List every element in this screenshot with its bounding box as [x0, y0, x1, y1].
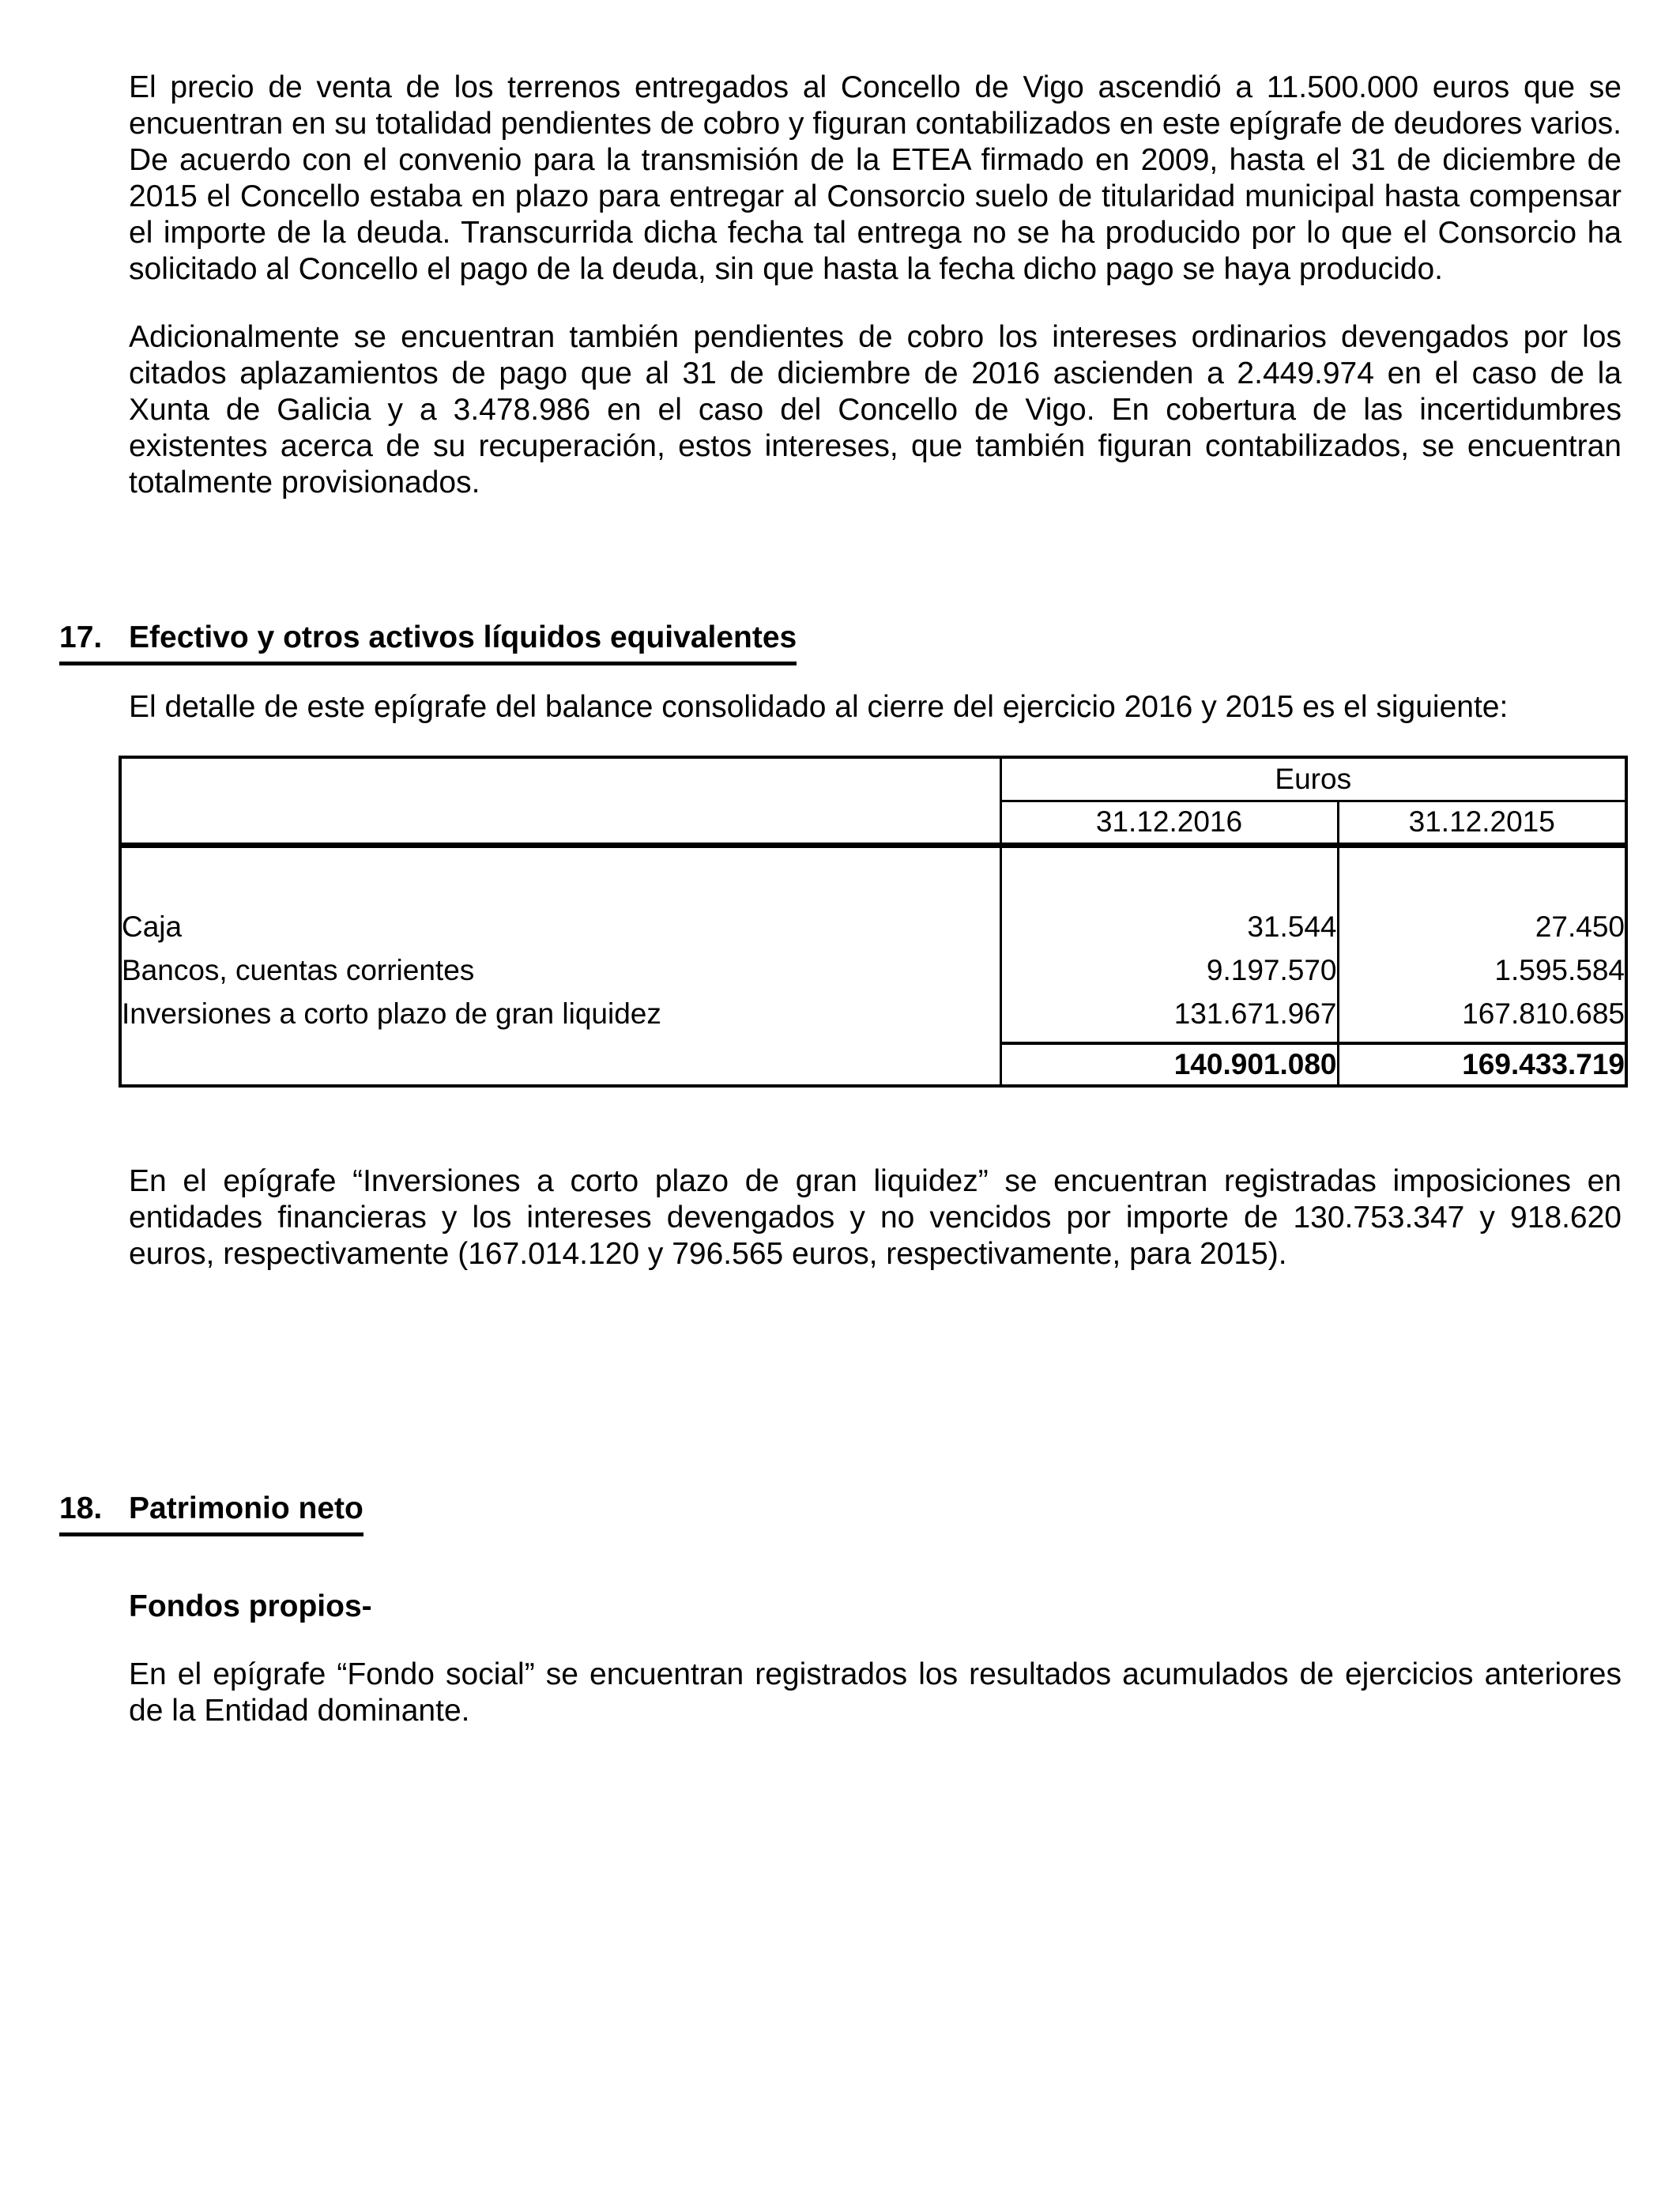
- row-value-2015: 27.450: [1338, 905, 1626, 948]
- section-18-underline: [59, 1491, 363, 1536]
- table-row-caja: [120, 905, 1626, 948]
- table-spacer-row: [120, 845, 1626, 905]
- table-group-header-row: [120, 757, 1626, 801]
- total-value-2016: 140.901.080: [1000, 1043, 1338, 1086]
- table-corner-cell: [120, 757, 1000, 801]
- section-17-heading: [59, 620, 1622, 665]
- column-header-2015: 31.12.2015: [1338, 801, 1626, 845]
- table-row-bancos: [120, 948, 1626, 992]
- section-17-underline: [59, 620, 797, 665]
- table-column-header-row: [120, 801, 1626, 845]
- paragraph-venta-terrenos: El precio de venta de los terrenos entregados al Concello de Vigo ascendió a 11.500.000 euros que se encuentran en su totalidad pendientes de cobro y figuran contabilizados en este epígrafe de deudores varios. De acuerdo con el convenio para la transmisión de la ETEA firmado en 2009, hasta el 31 de diciembre de 2015 el Concello estaba en plazo para entregar al Consorcio suelo de titularidad municipal hasta compensar el importe de la deuda. Transcurrida dicha fecha tal entrega no se ha producido por lo que el Consorcio ha solicitado al Concello el pago de la deuda, sin que hasta la fecha dicho pago se haya producido.: [129, 70, 1622, 286]
- row-value-2016: 31.544: [1000, 905, 1338, 948]
- fondos-propios-subheading: Fondos propios-: [129, 1589, 372, 1623]
- table-corner-cell-2: [120, 801, 1000, 845]
- total-value-2015: 169.433.719: [1338, 1043, 1626, 1086]
- table-group-header: Euros: [1000, 757, 1626, 801]
- column-header-2016: 31.12.2016: [1000, 801, 1338, 845]
- row-label: Bancos, cuentas corrientes: [122, 953, 475, 986]
- table-intro-text: El detalle de este epígrafe del balance consolidado al cierre del ejercicio 2016 y 2015 es el siguiente:: [129, 690, 1509, 724]
- section-17-number: 17.: [59, 620, 103, 654]
- paragraph-intereses-pendientes: Adicionalmente se encuentran también pendientes de cobro los intereses ordinarios devengados por los citados aplazamientos de pago que al 31 de diciembre de 2016 ascienden a 2.449.974 en el caso de la Xunta de Galicia y a 3.478.986 en el caso del Concello de Vigo. En cobertura de las incertidumbres existentes acerca de su recuperación, estos intereses, que también figuran contabilizados, se encuentran totalmente provisionados.: [129, 320, 1622, 499]
- row-value-2016: 131.671.967: [1000, 992, 1338, 1035]
- paragraph-imposiciones: En el epígrafe “Inversiones a corto plazo de gran liquidez” se encuentran registradas imposiciones en entidades financieras y los intereses devengados y no vencidos por importe de 130.753.347 y 918.620 euros, respectivamente (167.014.120 y 796.565 euros, respectivamente, para 2015).: [129, 1164, 1622, 1271]
- row-value-2016: 9.197.570: [1000, 948, 1338, 992]
- row-label: Caja: [122, 910, 183, 943]
- paragraph-fondo-social: En el epígrafe “Fondo social” se encuentran registrados los resultados acumulados de ejercicios anteriores de la Entidad dominante.: [129, 1657, 1622, 1728]
- section-18-title: Patrimonio neto: [129, 1491, 363, 1525]
- total-label-cell: [120, 1043, 1000, 1086]
- row-value-2015: 167.810.685: [1338, 992, 1626, 1035]
- row-value-2015: 1.595.584: [1338, 948, 1626, 992]
- row-label: Inversiones a corto plazo de gran liquidez: [122, 997, 661, 1030]
- section-18-number: 18.: [59, 1491, 103, 1525]
- table-row-inversiones: [120, 992, 1626, 1035]
- section-17-title: Efectivo y otros activos líquidos equivalentes: [129, 620, 797, 654]
- table-pad-row: [120, 1035, 1626, 1043]
- section-18-heading: [59, 1491, 1622, 1536]
- cash-equivalents-table: [119, 756, 1628, 1088]
- table-total-row: [120, 1043, 1626, 1086]
